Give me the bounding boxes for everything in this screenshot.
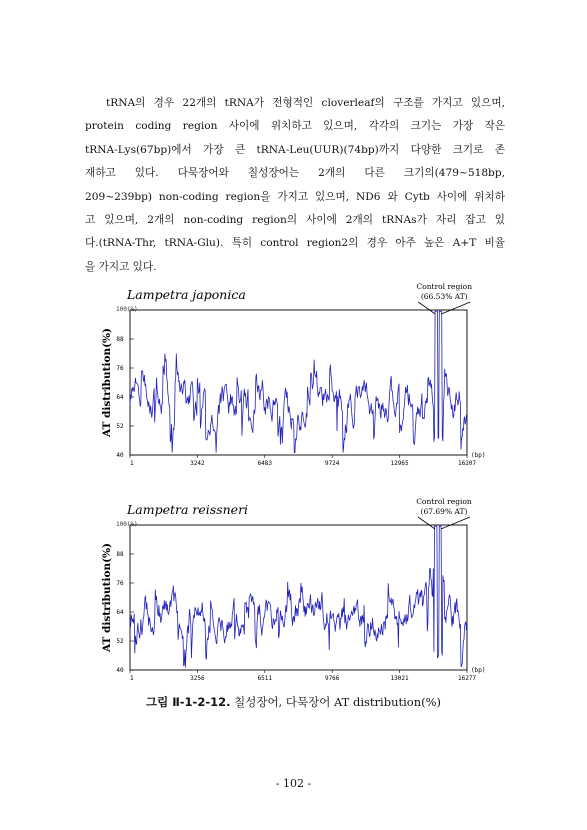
x-tick-label: 1 — [130, 675, 134, 682]
x-tick-label: 6511 — [257, 675, 273, 682]
y-tick-label: 88 — [116, 551, 124, 558]
chart-lampetra-reissneri — [100, 495, 500, 695]
x-tick-label: 9766 — [324, 675, 340, 682]
y-tick-label: 40 — [116, 667, 124, 674]
annotation-title: Control region — [416, 282, 473, 291]
plot-frame — [130, 310, 467, 455]
body-paragraph — [85, 92, 505, 279]
x-tick-label: 16207 — [457, 460, 477, 467]
annotation-leader — [441, 517, 470, 529]
annotation-leader — [418, 517, 435, 529]
x-tick-label: 3242 — [190, 460, 205, 467]
x-tick-label: 16277 — [457, 675, 477, 682]
page-number: - 102 - — [275, 777, 312, 790]
x-unit-label: (bp) — [471, 452, 486, 459]
annotation-value: (67.69% AT) — [420, 507, 468, 516]
paragraph-line: 을 가지고 있다. — [85, 260, 157, 273]
x-tick-label: 9724 — [324, 460, 340, 467]
y-unit-label: 100(%) — [116, 521, 138, 528]
y-tick-label: 64 — [116, 394, 124, 401]
annotation-leader — [441, 302, 470, 314]
chart-lampetra-japonica — [100, 280, 500, 480]
series-line — [130, 311, 467, 452]
annotation-value: (66.53% AT) — [420, 292, 468, 301]
x-tick-label: 3256 — [190, 675, 205, 682]
chart-title: Lampetra reissneri — [127, 502, 249, 517]
chart-svg — [100, 495, 500, 695]
y-axis-label: AT distribution(%) — [101, 327, 113, 438]
x-tick-label: 1 — [130, 460, 134, 467]
y-axis-label: AT distribution(%) — [101, 542, 113, 653]
y-tick-label: 76 — [116, 580, 124, 587]
paragraph-line: tRNA-Lys(67bp)에서 가장 큰 tRNA-Leu(UUR)(74bp)까지 다양한 크기로 존 — [85, 143, 505, 156]
paragraph-line: 재하고 있다. 다묵장어와 칠성장어는 2개의 다른 크기의(479~518bp, — [85, 167, 505, 180]
caption-label: 그림 Ⅱ-1-2-12. — [145, 695, 231, 709]
x-tick-label: 13021 — [390, 675, 409, 682]
y-unit-label: 100(%) — [116, 306, 138, 313]
paragraph-line: protein coding region 사이에 위치하고 있으며, 각각의 크기는 가장 작은 — [85, 120, 506, 133]
paragraph-line: tRNA의 경우 22개의 tRNA가 전형적인 cloverleaf의 구조를 가지고 있으며, — [106, 97, 505, 109]
y-tick-label: 64 — [116, 609, 124, 616]
figure-caption — [0, 694, 587, 710]
chart-title: Lampetra japonica — [127, 287, 246, 302]
y-tick-label: 52 — [116, 638, 124, 645]
series-line — [130, 526, 467, 667]
paragraph-line: 다.(tRNA-Thr, tRNA-Glu). 특히 control region2의 경우 아주 높은 A+T 비율 — [85, 237, 505, 250]
annotation-leader — [418, 302, 435, 314]
x-tick-label: 6483 — [257, 460, 273, 467]
y-tick-label: 52 — [116, 423, 124, 430]
x-tick-label: 12965 — [390, 460, 409, 467]
caption-text: 칠성장어, 다묵장어 AT distribution(%) — [234, 695, 442, 709]
paragraph-line: 고 있으며, 2개의 non-coding region의 사이에 2개의 tRNAs가 자리 잡고 있 — [85, 214, 505, 227]
y-tick-label: 88 — [116, 336, 124, 343]
y-tick-label: 40 — [116, 452, 124, 459]
x-unit-label: (bp) — [471, 667, 486, 674]
plot-frame — [130, 525, 467, 670]
y-tick-label: 76 — [116, 365, 124, 372]
chart-svg — [100, 280, 500, 480]
paragraph-line: 209~239bp) non-coding region을 가지고 있으며, ND6 와 Cytb 사이에 위치하 — [85, 190, 505, 203]
annotation-title: Control region — [416, 497, 472, 506]
